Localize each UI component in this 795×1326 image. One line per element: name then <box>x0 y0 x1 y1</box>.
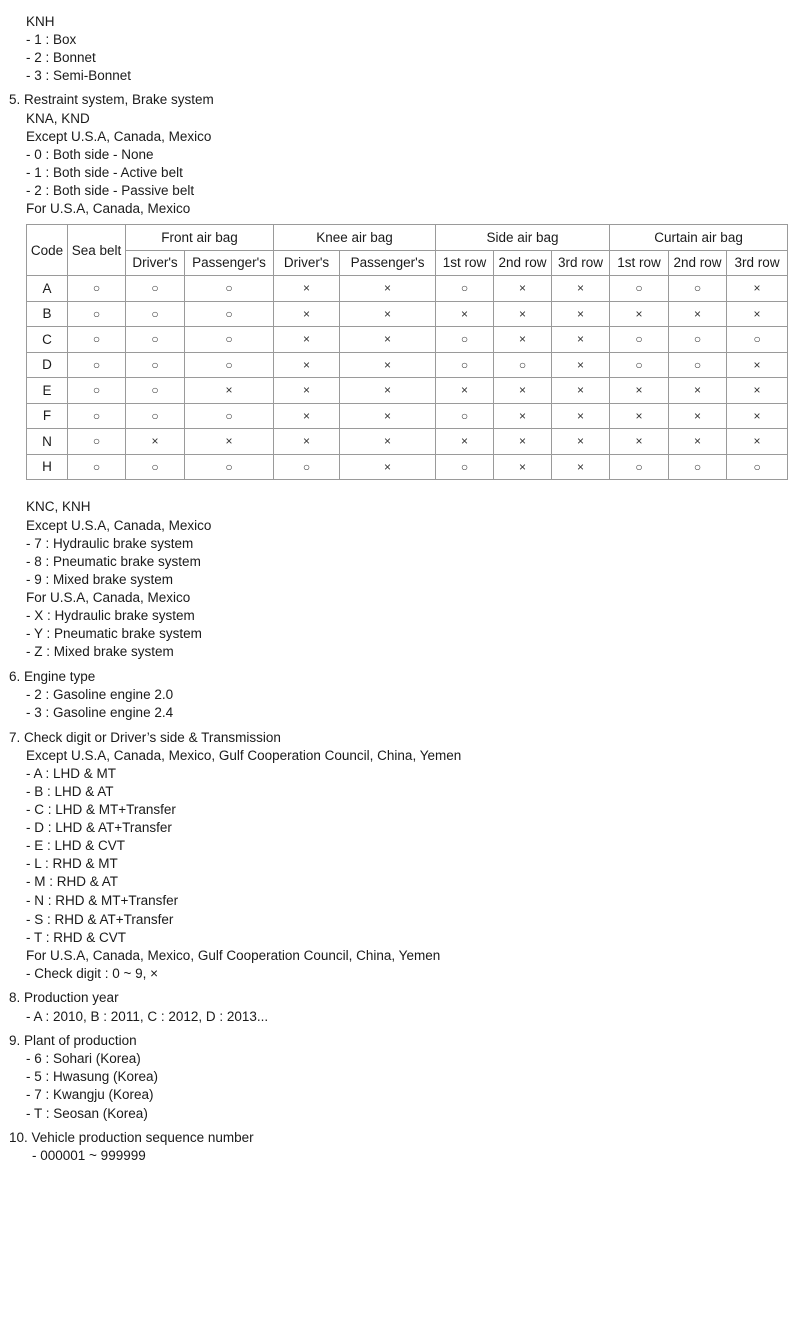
table-cell: × <box>727 301 788 327</box>
table-cell: × <box>610 403 669 429</box>
table-cell: × <box>610 378 669 404</box>
section-9-title: 9. Plant of production <box>9 1033 137 1048</box>
table-row <box>27 429 788 455</box>
table-row <box>27 301 788 327</box>
table-cell: ○ <box>727 454 788 480</box>
table-cell: × <box>494 301 552 327</box>
table-cell: × <box>727 276 788 302</box>
plant-item: - T : Seosan (Korea) <box>26 1106 148 1121</box>
table-cell: ○ <box>669 454 727 480</box>
table-cell: × <box>185 378 274 404</box>
subheader-drivers: Driver's <box>126 250 185 276</box>
transmission-item: - N : RHD & MT+Transfer <box>26 893 179 908</box>
table-cell: ○ <box>610 352 669 378</box>
transmission-item: - E : LHD & CVT <box>26 838 126 853</box>
except-label: Except U.S.A, Canada, Mexico <box>26 129 212 144</box>
table-cell: × <box>436 429 494 455</box>
table-cell: × <box>274 403 340 429</box>
knh-item: - 2 : Bonnet <box>26 50 96 65</box>
table-cell: × <box>126 429 185 455</box>
table-cell: ○ <box>436 352 494 378</box>
transmission-item: - A : LHD & MT <box>26 766 117 781</box>
subheader-drivers: Driver's <box>274 250 340 276</box>
row-code: N <box>27 429 68 455</box>
table-cell: × <box>274 301 340 327</box>
restraint-item: - 0 : Both side - None <box>26 147 154 162</box>
table-cell: ○ <box>185 454 274 480</box>
transmission-item: - C : LHD & MT+Transfer <box>26 802 176 817</box>
row-code: E <box>27 378 68 404</box>
table-cell: × <box>340 352 436 378</box>
section-7-title: 7. Check digit or Driver’s side & Transmission <box>9 730 281 745</box>
table-row <box>27 276 788 302</box>
subheader-1st-row: 1st row <box>610 250 669 276</box>
table-cell: × <box>274 327 340 353</box>
table-cell: × <box>552 276 610 302</box>
row-code: F <box>27 403 68 429</box>
knh-heading: KNH <box>26 14 55 29</box>
subheader-2nd-row: 2nd row <box>494 250 552 276</box>
table-cell: ○ <box>68 301 126 327</box>
brake-item: - 8 : Pneumatic brake system <box>26 554 201 569</box>
table-cell: × <box>727 429 788 455</box>
table-cell: ○ <box>185 352 274 378</box>
header-seat-belt: Sea belt <box>68 225 126 276</box>
table-cell: × <box>610 301 669 327</box>
table-cell: × <box>436 301 494 327</box>
table-cell: × <box>494 454 552 480</box>
subheader-3rd-row: 3rd row <box>552 250 610 276</box>
knh-item: - 1 : Box <box>26 32 77 47</box>
brake-for-label: For U.S.A, Canada, Mexico <box>26 590 191 605</box>
table-cell: ○ <box>610 454 669 480</box>
restraint-item: - 2 : Both side - Passive belt <box>26 183 195 198</box>
transmission-except-label: Except U.S.A, Canada, Mexico, Gulf Cooperation Council, China, Yemen <box>26 748 462 763</box>
restraint-item: - 1 : Both side - Active belt <box>26 165 183 180</box>
table-cell: × <box>552 429 610 455</box>
table-cell: ○ <box>126 352 185 378</box>
brake-item: - Z : Mixed brake system <box>26 644 174 659</box>
table-cell: × <box>340 301 436 327</box>
table-cell: ○ <box>436 403 494 429</box>
table-cell: ○ <box>185 301 274 327</box>
table-cell: × <box>552 301 610 327</box>
table-cell: ○ <box>68 276 126 302</box>
row-code: B <box>27 301 68 327</box>
table-cell: ○ <box>126 403 185 429</box>
table-cell: ○ <box>610 276 669 302</box>
section-10-title: 10. Vehicle production sequence number <box>9 1130 254 1145</box>
row-code: H <box>27 454 68 480</box>
table-cell: × <box>494 403 552 429</box>
table-cell: × <box>552 378 610 404</box>
transmission-item: - D : LHD & AT+Transfer <box>26 820 172 835</box>
table-cell: ○ <box>185 276 274 302</box>
check-digit-for-label: For U.S.A, Canada, Mexico, Gulf Cooperation Council, China, Yemen <box>26 948 441 963</box>
knh-item: - 3 : Semi-Bonnet <box>26 68 132 83</box>
table-cell: ○ <box>68 352 126 378</box>
brake-item: - 7 : Hydraulic brake system <box>26 536 194 551</box>
plant-item: - 6 : Sohari (Korea) <box>26 1051 141 1066</box>
table-cell: × <box>552 352 610 378</box>
header-curtain-air-bag: Curtain air bag <box>610 225 788 251</box>
table-cell: × <box>552 327 610 353</box>
table-row <box>27 454 788 480</box>
table-cell: × <box>340 276 436 302</box>
subheader-passengers: Passenger's <box>185 250 274 276</box>
table-cell: × <box>552 454 610 480</box>
table-cell: × <box>185 429 274 455</box>
subheader-1st-row: 1st row <box>436 250 494 276</box>
table-cell: × <box>340 454 436 480</box>
engine-item: - 2 : Gasoline engine 2.0 <box>26 687 174 702</box>
table-cell: ○ <box>274 454 340 480</box>
table-cell: × <box>274 378 340 404</box>
knc-knh-label: KNC, KNH <box>26 499 91 514</box>
brake-item: - Y : Pneumatic brake system <box>26 626 202 641</box>
header-side-air-bag: Side air bag <box>436 225 610 251</box>
table-cell: ○ <box>185 403 274 429</box>
table-cell: × <box>669 378 727 404</box>
table-cell: ○ <box>126 454 185 480</box>
section-6-title: 6. Engine type <box>9 669 96 684</box>
table-cell: × <box>727 378 788 404</box>
table-cell: × <box>610 429 669 455</box>
table-cell: × <box>669 403 727 429</box>
table-cell: × <box>340 403 436 429</box>
section-5-title: 5. Restraint system, Brake system <box>9 92 214 107</box>
engine-item: - 3 : Gasoline engine 2.4 <box>26 705 174 720</box>
table-cell: × <box>494 327 552 353</box>
table-cell: ○ <box>494 352 552 378</box>
table-cell: × <box>274 276 340 302</box>
table-cell: × <box>727 403 788 429</box>
transmission-item: - L : RHD & MT <box>26 856 118 871</box>
table-cell: ○ <box>436 454 494 480</box>
table-cell: ○ <box>610 327 669 353</box>
table-cell: ○ <box>185 327 274 353</box>
table-cell: ○ <box>126 378 185 404</box>
transmission-item: - M : RHD & AT <box>26 874 119 889</box>
plant-item: - 7 : Kwangju (Korea) <box>26 1087 154 1102</box>
table-row <box>27 327 788 353</box>
section-8-title: 8. Production year <box>9 990 119 1005</box>
table-cell: ○ <box>669 276 727 302</box>
brake-item: - 9 : Mixed brake system <box>26 572 174 587</box>
table-cell: ○ <box>126 327 185 353</box>
table-cell: × <box>669 429 727 455</box>
table-cell: ○ <box>68 327 126 353</box>
table-row <box>27 352 788 378</box>
subheader-passengers: Passenger's <box>340 250 436 276</box>
table-cell: ○ <box>126 276 185 302</box>
row-code: D <box>27 352 68 378</box>
table-cell: × <box>552 403 610 429</box>
for-usa-label: For U.S.A, Canada, Mexico <box>26 201 191 216</box>
table-cell: × <box>274 352 340 378</box>
table-row <box>27 403 788 429</box>
sequence-number-item: - 000001 ~ 999999 <box>32 1148 146 1163</box>
transmission-item: - T : RHD & CVT <box>26 930 127 945</box>
table-cell: ○ <box>669 327 727 353</box>
table-row <box>27 378 788 404</box>
table-cell: × <box>494 429 552 455</box>
table-cell: ○ <box>727 327 788 353</box>
subheader-2nd-row: 2nd row <box>669 250 727 276</box>
table-cell: × <box>340 378 436 404</box>
table-cell: × <box>494 276 552 302</box>
table-cell: ○ <box>436 276 494 302</box>
row-code: C <box>27 327 68 353</box>
subheader-3rd-row: 3rd row <box>727 250 788 276</box>
table-cell: × <box>727 352 788 378</box>
table-cell: ○ <box>68 403 126 429</box>
plant-item: - 5 : Hwasung (Korea) <box>26 1069 159 1084</box>
row-code: A <box>27 276 68 302</box>
table-cell: × <box>494 378 552 404</box>
table-cell: × <box>436 378 494 404</box>
table-cell: × <box>340 429 436 455</box>
table-cell: ○ <box>126 301 185 327</box>
header-code: Code <box>27 225 68 276</box>
table-cell: ○ <box>68 378 126 404</box>
header-front-air-bag: Front air bag <box>126 225 274 251</box>
transmission-item: - S : RHD & AT+Transfer <box>26 912 174 927</box>
table-cell: × <box>669 301 727 327</box>
table-cell: ○ <box>669 352 727 378</box>
table-cell: ○ <box>68 429 126 455</box>
transmission-item: - B : LHD & AT <box>26 784 114 799</box>
check-digit-item: - Check digit : 0 ~ 9, × <box>26 966 159 981</box>
table-cell: × <box>274 429 340 455</box>
table-cell: ○ <box>436 327 494 353</box>
brake-item: - X : Hydraulic brake system <box>26 608 195 623</box>
restraint-table <box>26 224 788 480</box>
production-year-item: - A : 2010, B : 2011, C : 2012, D : 2013... <box>26 1009 269 1024</box>
kna-knd-label: KNA, KND <box>26 111 90 126</box>
table-cell: × <box>340 327 436 353</box>
brake-except-label: Except U.S.A, Canada, Mexico <box>26 518 212 533</box>
header-knee-air-bag: Knee air bag <box>274 225 436 251</box>
table-cell: ○ <box>68 454 126 480</box>
